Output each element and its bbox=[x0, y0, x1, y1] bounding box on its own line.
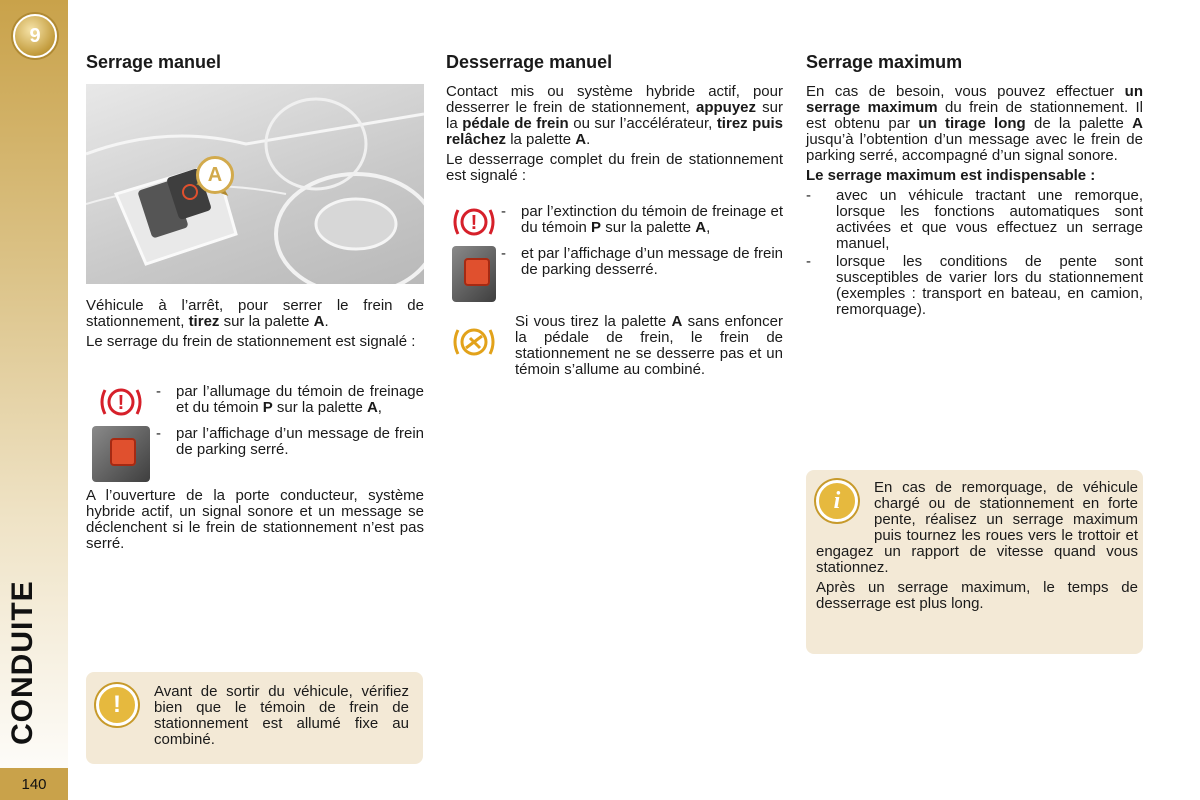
info-text-2: Après un serrage maximum, le temps de desserrage est plus long. bbox=[816, 579, 1138, 612]
console-illustration bbox=[86, 84, 424, 284]
console-photo bbox=[86, 84, 424, 284]
col2-bullet-1: ! - par l’extinction du témoin de freinage et du témoin P sur la palette A, bbox=[446, 204, 783, 240]
col1-bullet-1: ! - par l’allumage du témoin de freinage et du témoin P sur la palette A, bbox=[86, 384, 424, 420]
col2-paragraph-3: Si vous tirez la palette A sans enfoncer la pédale de frein, le frein de stationnement ne se desserre pas et un témoin s’allume au combiné. bbox=[446, 314, 783, 378]
column-serrage-maximum bbox=[806, 54, 1143, 320]
parking-paddle-icon-2 bbox=[446, 246, 501, 302]
col1-paragraph-1: Véhicule à l’arrêt, pour serrer le frein de stationnement, tirez sur la palette A. bbox=[86, 297, 424, 330]
svg-text:!: ! bbox=[470, 212, 477, 234]
svg-text:!: ! bbox=[117, 392, 125, 414]
parking-paddle-icon bbox=[86, 426, 156, 482]
col3-subheading: Le serrage maximum est indispensable : bbox=[806, 167, 1096, 184]
column-serrage-manuel bbox=[86, 54, 424, 556]
column-desserrage-manuel bbox=[446, 54, 783, 384]
col1-bullet-2: - par l’affichage d’un message de frein de parking serré. bbox=[86, 426, 424, 482]
heading-desserrage-manuel: Desserrage manuel bbox=[446, 52, 613, 72]
brake-warning-icon bbox=[86, 384, 156, 420]
col3-bullet-1: - avec un véhicule tractant une remorque, lorsque les fonctions automatiques sont activées et que vous effectuez un serrage manuel, bbox=[806, 187, 1143, 252]
info-text-1: En cas de remorquage, de véhicule chargé ou de stationnement en forte pente, réalisez un serrage maximum puis tournez les roues vers le trottoir et engagez un rapport de vitesse quand vous stationnez. bbox=[816, 479, 1138, 576]
col3-bullet-2: - lorsque les conditions de pente sont susceptibles de varier lors du stationnement (exemples : transport en bateau, en camion, remorquage). bbox=[806, 253, 1143, 318]
col2-paragraph-2: Le desserrage complet du frein de stationnement est signalé : bbox=[446, 151, 783, 184]
brake-fault-icon bbox=[446, 314, 501, 360]
brake-warning-icon-2 bbox=[446, 204, 501, 240]
heading-serrage-manuel: Serrage manuel bbox=[86, 52, 222, 72]
label-a-callout: A bbox=[196, 156, 234, 194]
chapter-title: CONDUITE bbox=[6, 580, 39, 745]
info-icon: i bbox=[816, 480, 858, 522]
chapter-number: 9 bbox=[29, 24, 41, 47]
col1-paragraph-3: A l’ouverture de la porte conducteur, système hybride actif, un signal sonore et un message se déclenchent si le frein de stationnement n’est pas serré. bbox=[86, 487, 424, 552]
warning-text: Avant de sortir du véhicule, vérifiez bien que le témoin de frein de stationnement est allumé fixe au combiné. bbox=[154, 683, 409, 748]
info-box bbox=[806, 470, 1143, 654]
heading-serrage-maximum: Serrage maximum bbox=[806, 52, 963, 72]
warning-box bbox=[86, 672, 423, 764]
col3-paragraph-1: En cas de besoin, vous pouvez effectuer un serrage maximum du frein de stationnement. Il est obtenu par un tirage long de la palette A jusqu’à l’obtention d’un message avec le frein de parking serré, accompagné d’un signal sonore. bbox=[806, 83, 1143, 164]
warning-icon: ! bbox=[96, 684, 138, 726]
col1-paragraph-2: Le serrage du frein de stationnement est signalé : bbox=[86, 333, 416, 350]
col2-bullet-2: - et par l’affichage d’un message de frein de parking desserré. bbox=[446, 246, 783, 302]
col2-paragraph-1: Contact mis ou système hybride actif, pour desserrer le frein de stationnement, appuyez sur la pédale de frein ou sur l’accélérateur, tirez puis relâchez la palette A. bbox=[446, 83, 783, 148]
chapter-badge bbox=[13, 14, 57, 58]
page-number: 140 bbox=[0, 768, 68, 800]
